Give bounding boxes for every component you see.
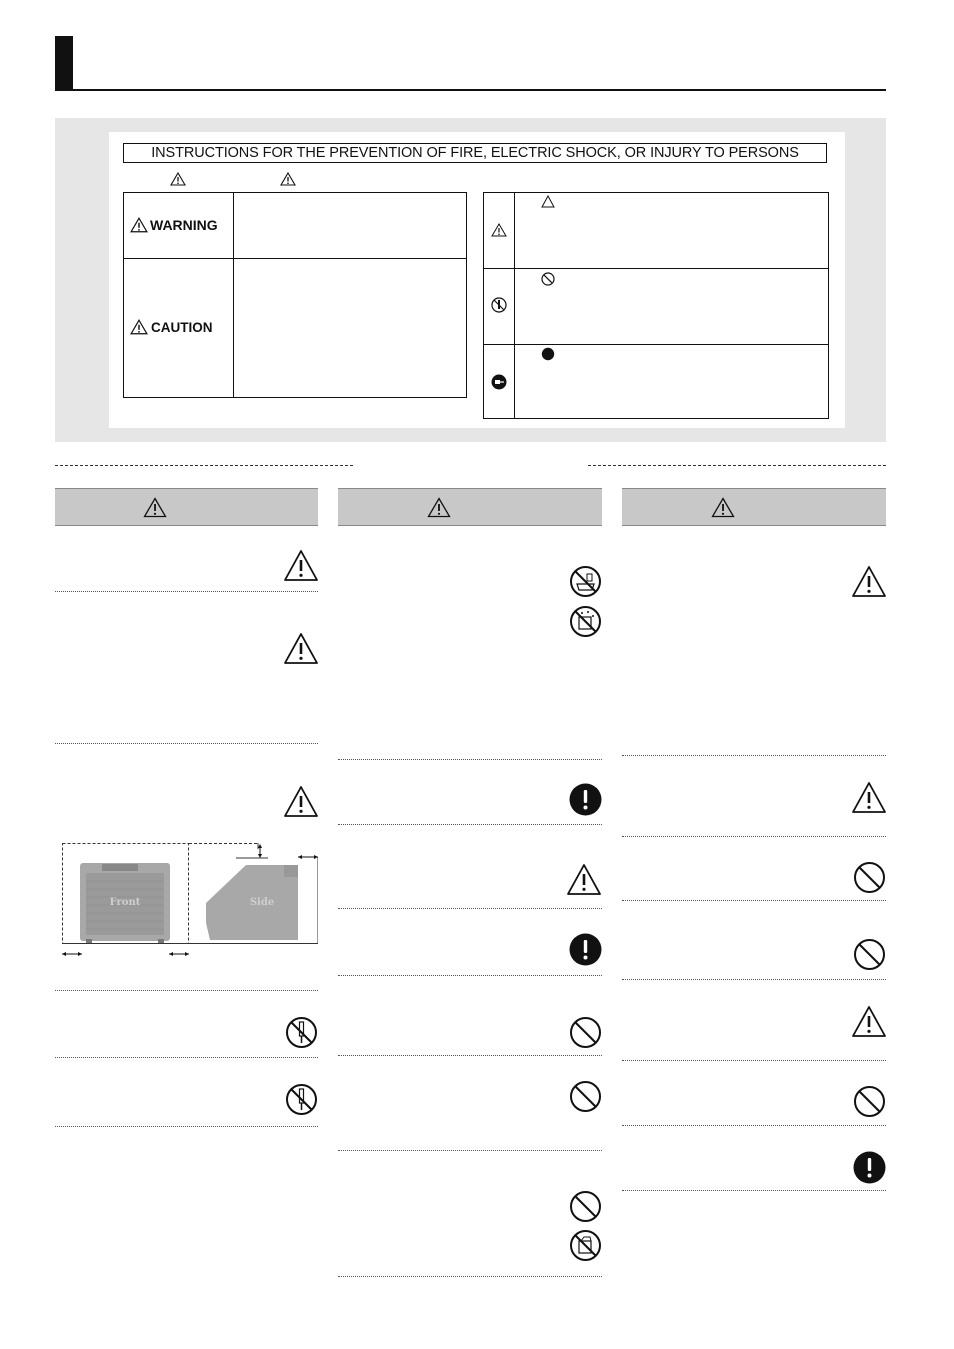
warning-triangle-icon [711,497,735,518]
warning-triangle-icon [851,565,887,598]
ventilation-diagram [62,843,318,961]
symbol-table [483,192,829,419]
item-separator [55,1126,318,1127]
triangle-symbol-icon [541,195,555,208]
column-header-2 [338,488,602,526]
symbol-table-divider [514,193,515,418]
caution-text: CAUTION [151,319,213,335]
column-header-3 [622,488,886,526]
item-separator [338,1276,602,1277]
do-not-disassemble-icon [285,1016,318,1049]
section-header-rule [55,89,886,91]
symbol-row-sep [484,344,828,345]
item-separator [622,979,886,980]
item-separator [622,836,886,837]
do-not-expose-to-water-icon [569,1229,602,1262]
warning-triangle-icon [851,781,887,814]
instructions-title: INSTRUCTIONS FOR THE PREVENTION OF FIRE, ELECTRIC SHOCK, OR INJURY TO PERSONS [123,143,827,163]
prohibited-circle-icon [541,272,555,286]
warning-triangle-icon [130,319,148,335]
warning-triangle-icon [427,497,451,518]
warning-triangle-icon [283,785,319,818]
prohibited-circle-icon [853,861,886,894]
prohibited-circle-icon [569,1080,602,1113]
warning-triangle-icon [566,863,602,896]
warning-label [130,217,218,233]
mandatory-action-icon [569,783,602,816]
warning-triangle-icon [491,223,507,237]
warning-triangle-icon [283,632,319,665]
front-label: Front [109,897,141,908]
item-separator [55,591,318,592]
warning-triangle-icon [143,497,167,518]
side-label: Side [249,897,275,908]
unplug-icon [491,374,507,390]
signal-word-table [123,192,467,398]
section-header-block [55,36,73,90]
item-separator [338,824,602,825]
warning-text: WARNING [150,217,218,233]
do-not-use-in-bath-icon [569,565,602,598]
item-separator [55,1057,318,1058]
prohibited-circle-icon [853,1085,886,1118]
item-separator [622,900,886,901]
symbol-row-sep [484,268,828,269]
item-separator [622,1190,886,1191]
section-dash-right [588,465,886,466]
warning-triangle-icon [283,549,319,582]
prohibited-circle-icon [569,1190,602,1223]
item-separator [622,1060,886,1061]
prohibited-circle-icon [853,938,886,971]
item-separator [338,759,602,760]
column-header-1 [55,488,318,526]
table-divider [233,193,234,397]
prohibited-circle-icon [569,1016,602,1049]
item-separator [338,1150,602,1151]
warning-triangle-icon [130,217,148,233]
item-separator [622,755,886,756]
item-separator [338,975,602,976]
mandatory-dot-icon [541,347,555,361]
mandatory-action-icon [853,1151,886,1184]
warning-triangle-icon [851,1005,887,1038]
mandatory-action-icon [569,933,602,966]
item-separator [622,1125,886,1126]
section-dash-left [55,465,353,466]
warning-triangle-icon [280,172,296,186]
item-separator [338,908,602,909]
item-separator [55,990,318,991]
do-not-disassemble-icon [285,1083,318,1116]
caution-label [130,319,213,335]
do-not-expose-to-water-icon [569,605,602,638]
warning-triangle-icon [170,172,186,186]
do-not-disassemble-icon [491,297,507,313]
item-separator [338,1055,602,1056]
item-separator [55,743,318,744]
